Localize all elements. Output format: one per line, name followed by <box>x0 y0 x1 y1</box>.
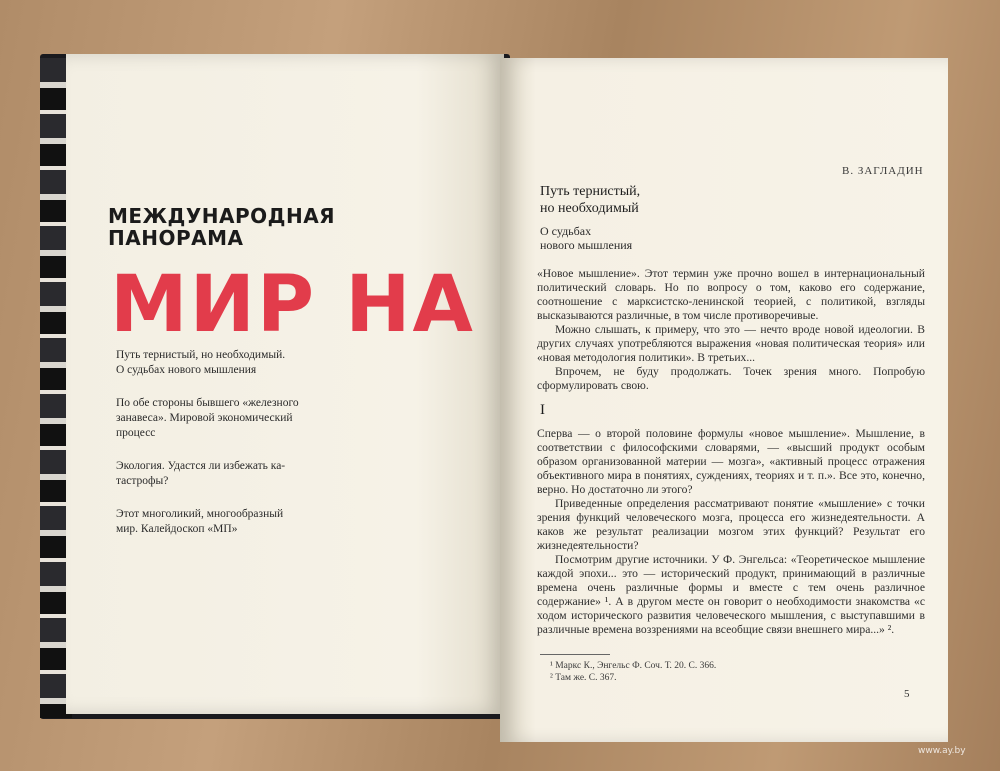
paragraph: Можно слышать, к примеру, что это — нечто вроде новой идеологии. В других случаях употребляются выражения «новая политическая теория» или «новая методология политики». В третьих... <box>537 323 925 364</box>
article-author: В. ЗАГЛАДИН <box>842 165 924 177</box>
article-intro <box>537 267 925 393</box>
article-subtitle: О судьбах нового мышления <box>540 224 633 252</box>
section-title: МЕЖДУНАРОДНАЯ ПАНОРАМА <box>108 204 336 250</box>
footnote-divider <box>540 654 610 655</box>
footnote: ¹ Маркс К., Энгельс Ф. Соч. Т. 20. С. 366. <box>550 661 717 671</box>
paragraph: Впрочем, не буду продолжать. Точек зрения много. Попробую сформулировать свою. <box>537 365 925 392</box>
table-of-contents <box>116 348 306 555</box>
page-number: 5 <box>904 688 910 700</box>
toc-item: По обе стороны бывшего «железного занавеса». Мировой экономический процесс <box>116 397 299 439</box>
article-title: Путь тернистый, но необходимый <box>540 184 641 216</box>
toc-item: Путь тернистый, но необходимый. О судьбах нового мышления <box>116 349 286 376</box>
footnote: ² Там же. С. 367. <box>550 673 617 683</box>
article-body <box>537 427 925 637</box>
right-page <box>500 58 948 742</box>
toc-item: Этот многоликий, многообразный мир. Калейдоскоп «МП» <box>116 508 284 535</box>
paragraph: Посмотрим другие источники. У Ф. Энгельса: «Теоретическое мышление каждой эпохи... это — исторический продукт, принимающий в различные времена очень различные формы и вместе с тем очень различное содержание» ¹. А в другом месте он говорит о необходимости знакомства «с ходом исторического развития человеческого мышления, с выступавшими в различные времена воззрениями на всеобщие связи внешнего мира...» ². <box>537 553 925 636</box>
toc-item: Экология. Удастся ли избежать ка- тастрофы? <box>116 460 286 487</box>
section-number: I <box>540 402 545 418</box>
paragraph: Приведенные определения рассматривают понятие «мышление» с точки зрения функций человеческого мозга, процесса его жизнедеятельности. А каков же результат реализации мозгом этих функций? Результат его жизнедеятельности? <box>537 497 925 552</box>
paragraph: «Новое мышление». Этот термин уже прочно вошел в интернациональный политический словарь. Но по вопросу о том, каково его содержание, соотношение с марксистско-ленинской теорией, с политикой, взгляды высказываются различные, в том числе противоречивые. <box>537 267 925 322</box>
big-title: МИР НА <box>110 260 475 350</box>
footnotes <box>550 660 716 684</box>
paragraph: Сперва — о второй половине формулы «новое мышление». Мышление, в соответствии с философскими словарями, — «высший продукт особым образом организованной материи — мозга», «активный процесс отражения объективного мира в понятиях, суждениях, теориях и т. п.». Все это, конечно, верно. Но достаточно ли этого? <box>537 427 925 496</box>
watermark: www.ay.by <box>918 746 966 756</box>
